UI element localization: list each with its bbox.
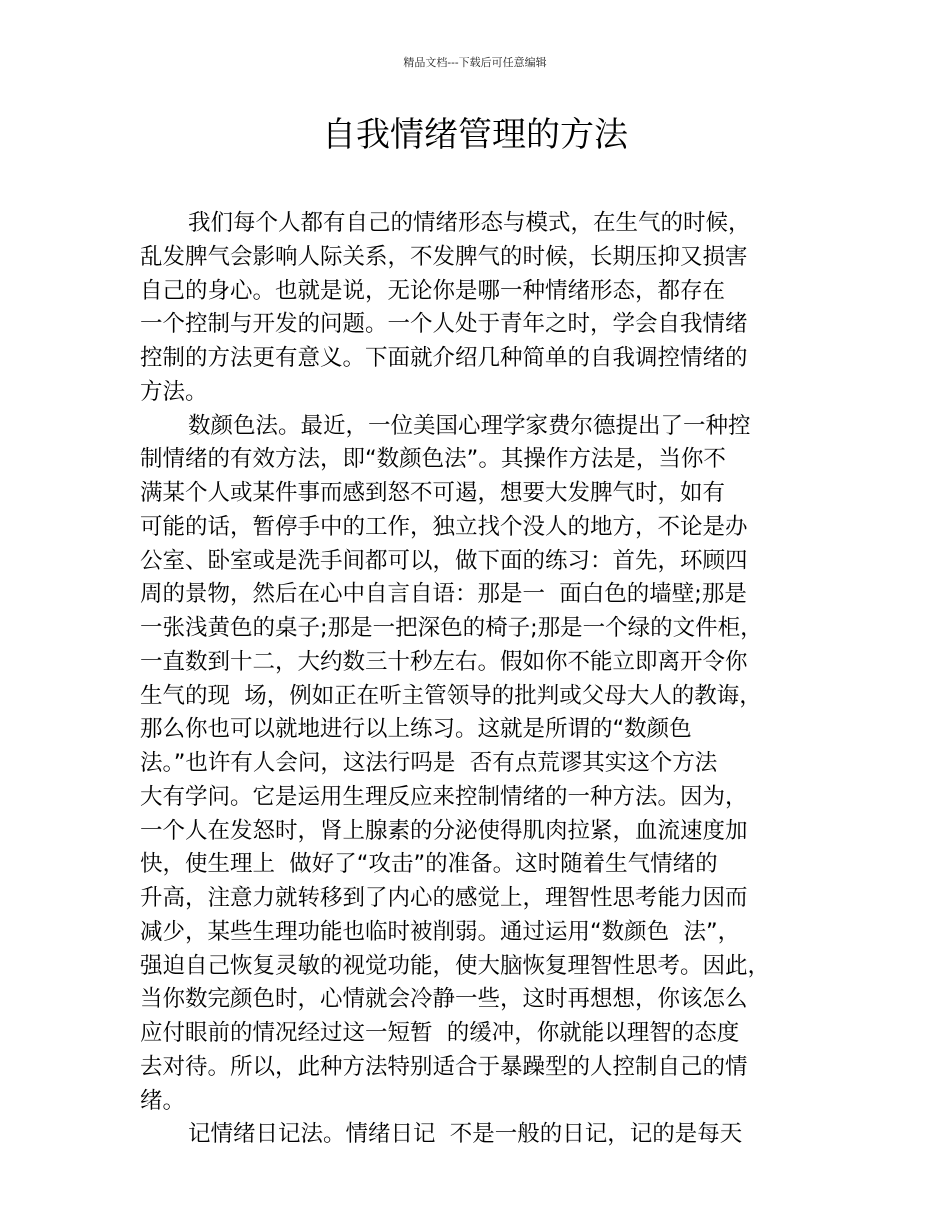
text-line: 可能的话，暂停手中的工作，独立找个没人的地方，不论是办 bbox=[140, 513, 748, 540]
text-line: 制情绪的有效方法，即“数颜色法”。其操作方法是，当你不 bbox=[140, 446, 726, 473]
text-line: 方法。 bbox=[140, 378, 208, 405]
document-body bbox=[140, 207, 830, 1152]
text-line: 大有学问。它是运用生理反应来控制情绪的一种方法。因为， bbox=[140, 783, 748, 810]
text-line: 升高，注意力就转移到了内心的感觉上，理智性思考能力因而 bbox=[140, 885, 748, 911]
text-line: 那么你也可以就地进行以上练习。这就是所谓的“数颜色 bbox=[140, 716, 692, 743]
text-line: 一个控制与开发的问题。一个人处于青年之时，学会自我情绪 bbox=[140, 311, 748, 338]
text-line: 满某个人或某件事而感到怒不可遏，想要大发脾气时，如有 bbox=[140, 480, 726, 506]
text-line: 强迫自己恢复灵敏的视觉功能，使大脑恢复理智性思考。因此， bbox=[140, 952, 771, 979]
text-line: 一个人在发怒时，肾上腺素的分泌使得肌肉拉紧，血流速度加 bbox=[140, 817, 748, 844]
text-line: 控制的方法更有意义。下面就介绍几种简单的自我调控情绪的 bbox=[140, 345, 748, 371]
text-line: 记情绪日记法。情绪日记 不是一般的日记，记的是每天 bbox=[188, 1121, 743, 1148]
document-title: 自我情绪管理的方法 bbox=[322, 115, 628, 155]
text-line: 一直数到十二，大约数三十秒左右。假如你不能立即离开令你 bbox=[140, 648, 748, 675]
text-line: 数颜色法。最近，一位美国心理学家费尔德提出了一种控 bbox=[188, 412, 751, 439]
text-line: 减少，某些生理功能也临时被削弱。通过运用“数颜色 法”， bbox=[140, 918, 741, 945]
text-line: 去对待。所以，此种方法特别适合于暴躁型的人控制自己的情 bbox=[140, 1053, 748, 1080]
text-line: 自己的身心。也就是说，无论你是哪一种情绪形态，都存在 bbox=[140, 277, 726, 304]
text-line: 法。”也许有人会问，这法行吗是 否有点荒谬其实这个方法 bbox=[140, 750, 718, 776]
page-header-watermark: 精品文档---下载后可任意编辑 bbox=[403, 56, 547, 69]
text-line: 当你数完颜色时，心情就会冷静一些，这时再想想，你该怎么 bbox=[140, 986, 748, 1013]
text-line: 应付眼前的情况经过这一短暂 的缓冲，你就能以理智的态度 bbox=[140, 1020, 740, 1046]
text-line: 快，使生理上 做好了“攻击”的准备。这时随着生气情绪的 bbox=[140, 851, 718, 878]
text-line: 生气的现 场，例如正在听主管领导的批判或父母大人的教诲， bbox=[140, 682, 762, 709]
text-line: 我们每个人都有自己的情绪形态与模式，在生气的时候， bbox=[188, 210, 751, 236]
text-line: 公室、卧室或是洗手间都可以，做下面的练习：首先，环顾四 bbox=[140, 547, 748, 574]
text-line: 周的景物，然后在心中自言自语：那是一 面白色的墙壁;那是 bbox=[140, 581, 747, 608]
text-line: 绪。 bbox=[140, 1087, 186, 1114]
text-line: 一张浅黄色的桌子;那是一把深色的椅子;那是一个绿的文件柜， bbox=[140, 615, 763, 641]
text-line: 乱发脾气会影响人际关系，不发脾气的时候，长期压抑又损害 bbox=[140, 243, 748, 270]
